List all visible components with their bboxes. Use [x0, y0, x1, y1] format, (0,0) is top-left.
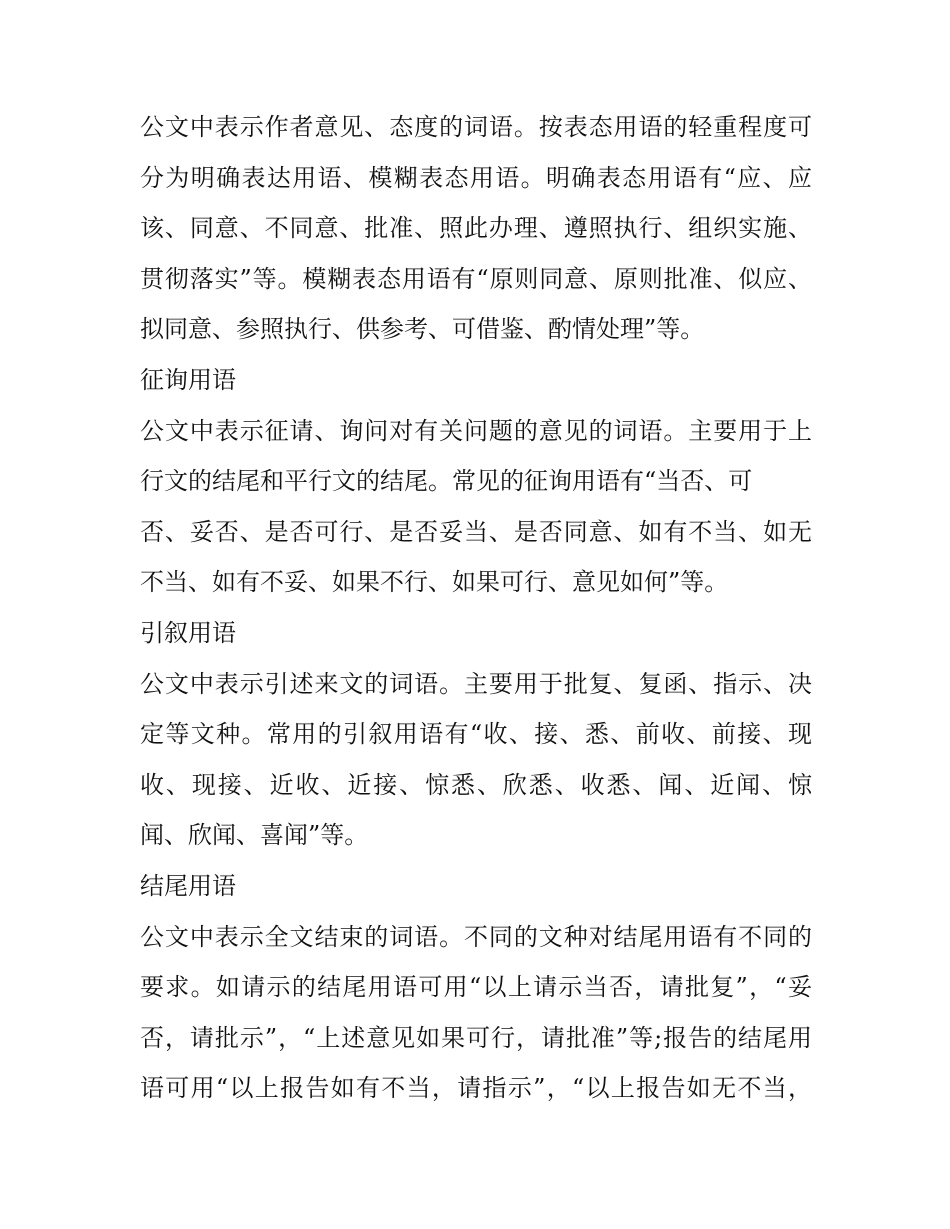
paragraph-line: 语可用“以上报告如有不当，请指示”，“以上报告如无不当， — [140, 1074, 812, 1103]
paragraph-line: 公文中表示征请、询问对有关问题的意见的词语。主要用于上 — [140, 416, 812, 445]
paragraph-line: 否、妥否、是否可行、是否妥当、是否同意、如有不当、如无 — [140, 517, 812, 546]
section-heading: 征询用语 — [140, 365, 236, 394]
paragraph-line: 收、现接、近收、近接、惊悉、欣悉、收悉、闻、近闻、惊 — [140, 770, 812, 799]
paragraph-line: 该、同意、不同意、批准、照此办理、遵照执行、组织实施、 — [140, 214, 812, 243]
paragraph-line: 贯彻落实”等。模糊表态用语有“原则同意、原则批准、似应、 — [140, 264, 812, 293]
paragraph-line: 分为明确表达用语、模糊表态用语。明确表态用语有“应、应 — [140, 163, 812, 192]
paragraph-line: 不当、如有不妥、如果不行、如果可行、意见如何”等。 — [140, 568, 729, 597]
paragraph-line: 行文的结尾和平行文的结尾。常见的征询用语有“当否、可 — [140, 467, 753, 496]
section-heading: 引叙用语 — [140, 618, 236, 647]
section-heading: 结尾用语 — [140, 871, 236, 900]
paragraph-line: 公文中表示全文结束的词语。不同的文种对结尾用语有不同的 — [140, 922, 812, 951]
paragraph-line: 否，请批示”，“上述意见如果可行，请批准”等;报告的结尾用 — [140, 1023, 812, 1052]
paragraph-line: 公文中表示引述来文的词语。主要用于批复、复函、指示、决 — [140, 669, 812, 698]
paragraph-line: 拟同意、参照执行、供参考、可借鉴、酌情处理”等。 — [140, 315, 705, 344]
document-body — [140, 102, 812, 1114]
paragraph-line: 闻、欣闻、喜闻”等。 — [140, 821, 369, 850]
paragraph-line: 公文中表示作者意见、态度的词语。按表态用语的轻重程度可 — [140, 113, 812, 141]
paragraph-line: 要求。如请示的结尾用语可用“以上请示当否，请批复”，“妥 — [140, 973, 812, 1002]
paragraph-line: 定等文种。常用的引叙用语有“收、接、悉、前收、前接、现 — [140, 720, 812, 749]
